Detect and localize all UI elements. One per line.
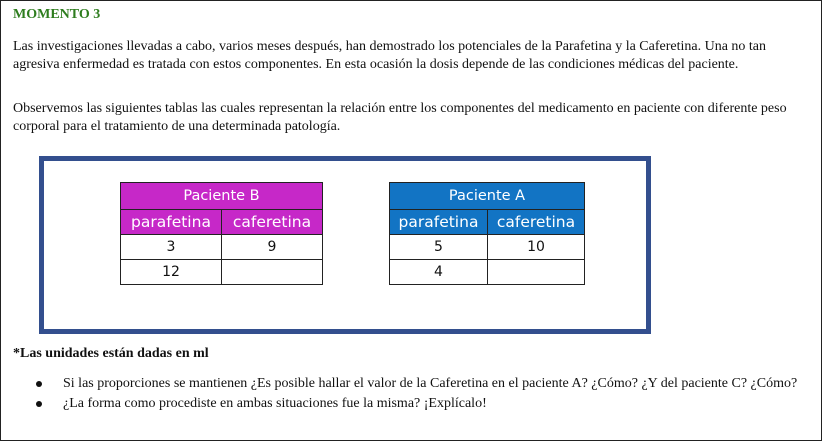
patient-b-cell-caferetina-empty — [222, 260, 323, 285]
table-row — [121, 260, 323, 285]
patient-b-col-parafetina: parafetina — [121, 210, 222, 235]
intro-paragraph: Las investigaciones llevadas a cabo, varios meses después, han demostrado los potenciales de la Parafetina y la Caferetina. Una no tan agresiva enfermedad es tratada con estos componentes. En esta ocasión la dosis depende de las condiciones médicas del paciente. — [13, 39, 767, 72]
table-row — [121, 235, 323, 260]
patient-b-cell-caferetina: 9 — [222, 235, 323, 260]
patient-b-title: Paciente B — [121, 183, 323, 210]
bullet-icon — [36, 401, 42, 407]
questions-list — [1, 376, 801, 416]
patient-a-cell-caferetina: 10 — [488, 235, 585, 260]
patient-b-cell-parafetina: 3 — [121, 235, 222, 260]
list-item — [1, 376, 801, 392]
patient-a-table — [389, 182, 585, 285]
question-text: Si las proporciones se mantienen ¿Es posible hallar el valor de la Caferetina en el paciente A? ¿Cómo? ¿Y del paciente C? ¿Cómo? — [63, 376, 798, 391]
table-row — [390, 235, 585, 260]
patient-b-col-caferetina: caferetina — [222, 210, 323, 235]
patient-a-cell-parafetina: 5 — [390, 235, 488, 260]
table-row — [390, 260, 585, 285]
patient-a-col-parafetina: parafetina — [390, 210, 488, 235]
patient-a-cell-parafetina: 4 — [390, 260, 488, 285]
tables-frame — [39, 156, 651, 334]
section-heading: MOMENTO 3 — [13, 7, 101, 22]
patient-a-cell-caferetina-empty — [488, 260, 585, 285]
tables-intro-paragraph: Observemos las siguientes tablas las cuales representan la relación entre los componentes del medicamento en paciente con diferente peso corporal para el tratamiento de una determinada patología. — [13, 101, 787, 134]
patient-a-title: Paciente A — [390, 183, 585, 210]
patient-b-table — [120, 182, 323, 285]
patient-b-cell-parafetina: 12 — [121, 260, 222, 285]
list-item — [1, 396, 801, 412]
bullet-icon — [36, 381, 42, 387]
units-note: *Las unidades están dadas en ml — [13, 346, 209, 361]
patient-a-col-caferetina: caferetina — [488, 210, 585, 235]
question-text: ¿La forma como procediste en ambas situaciones fue la misma? ¡Explícalo! — [63, 396, 487, 411]
